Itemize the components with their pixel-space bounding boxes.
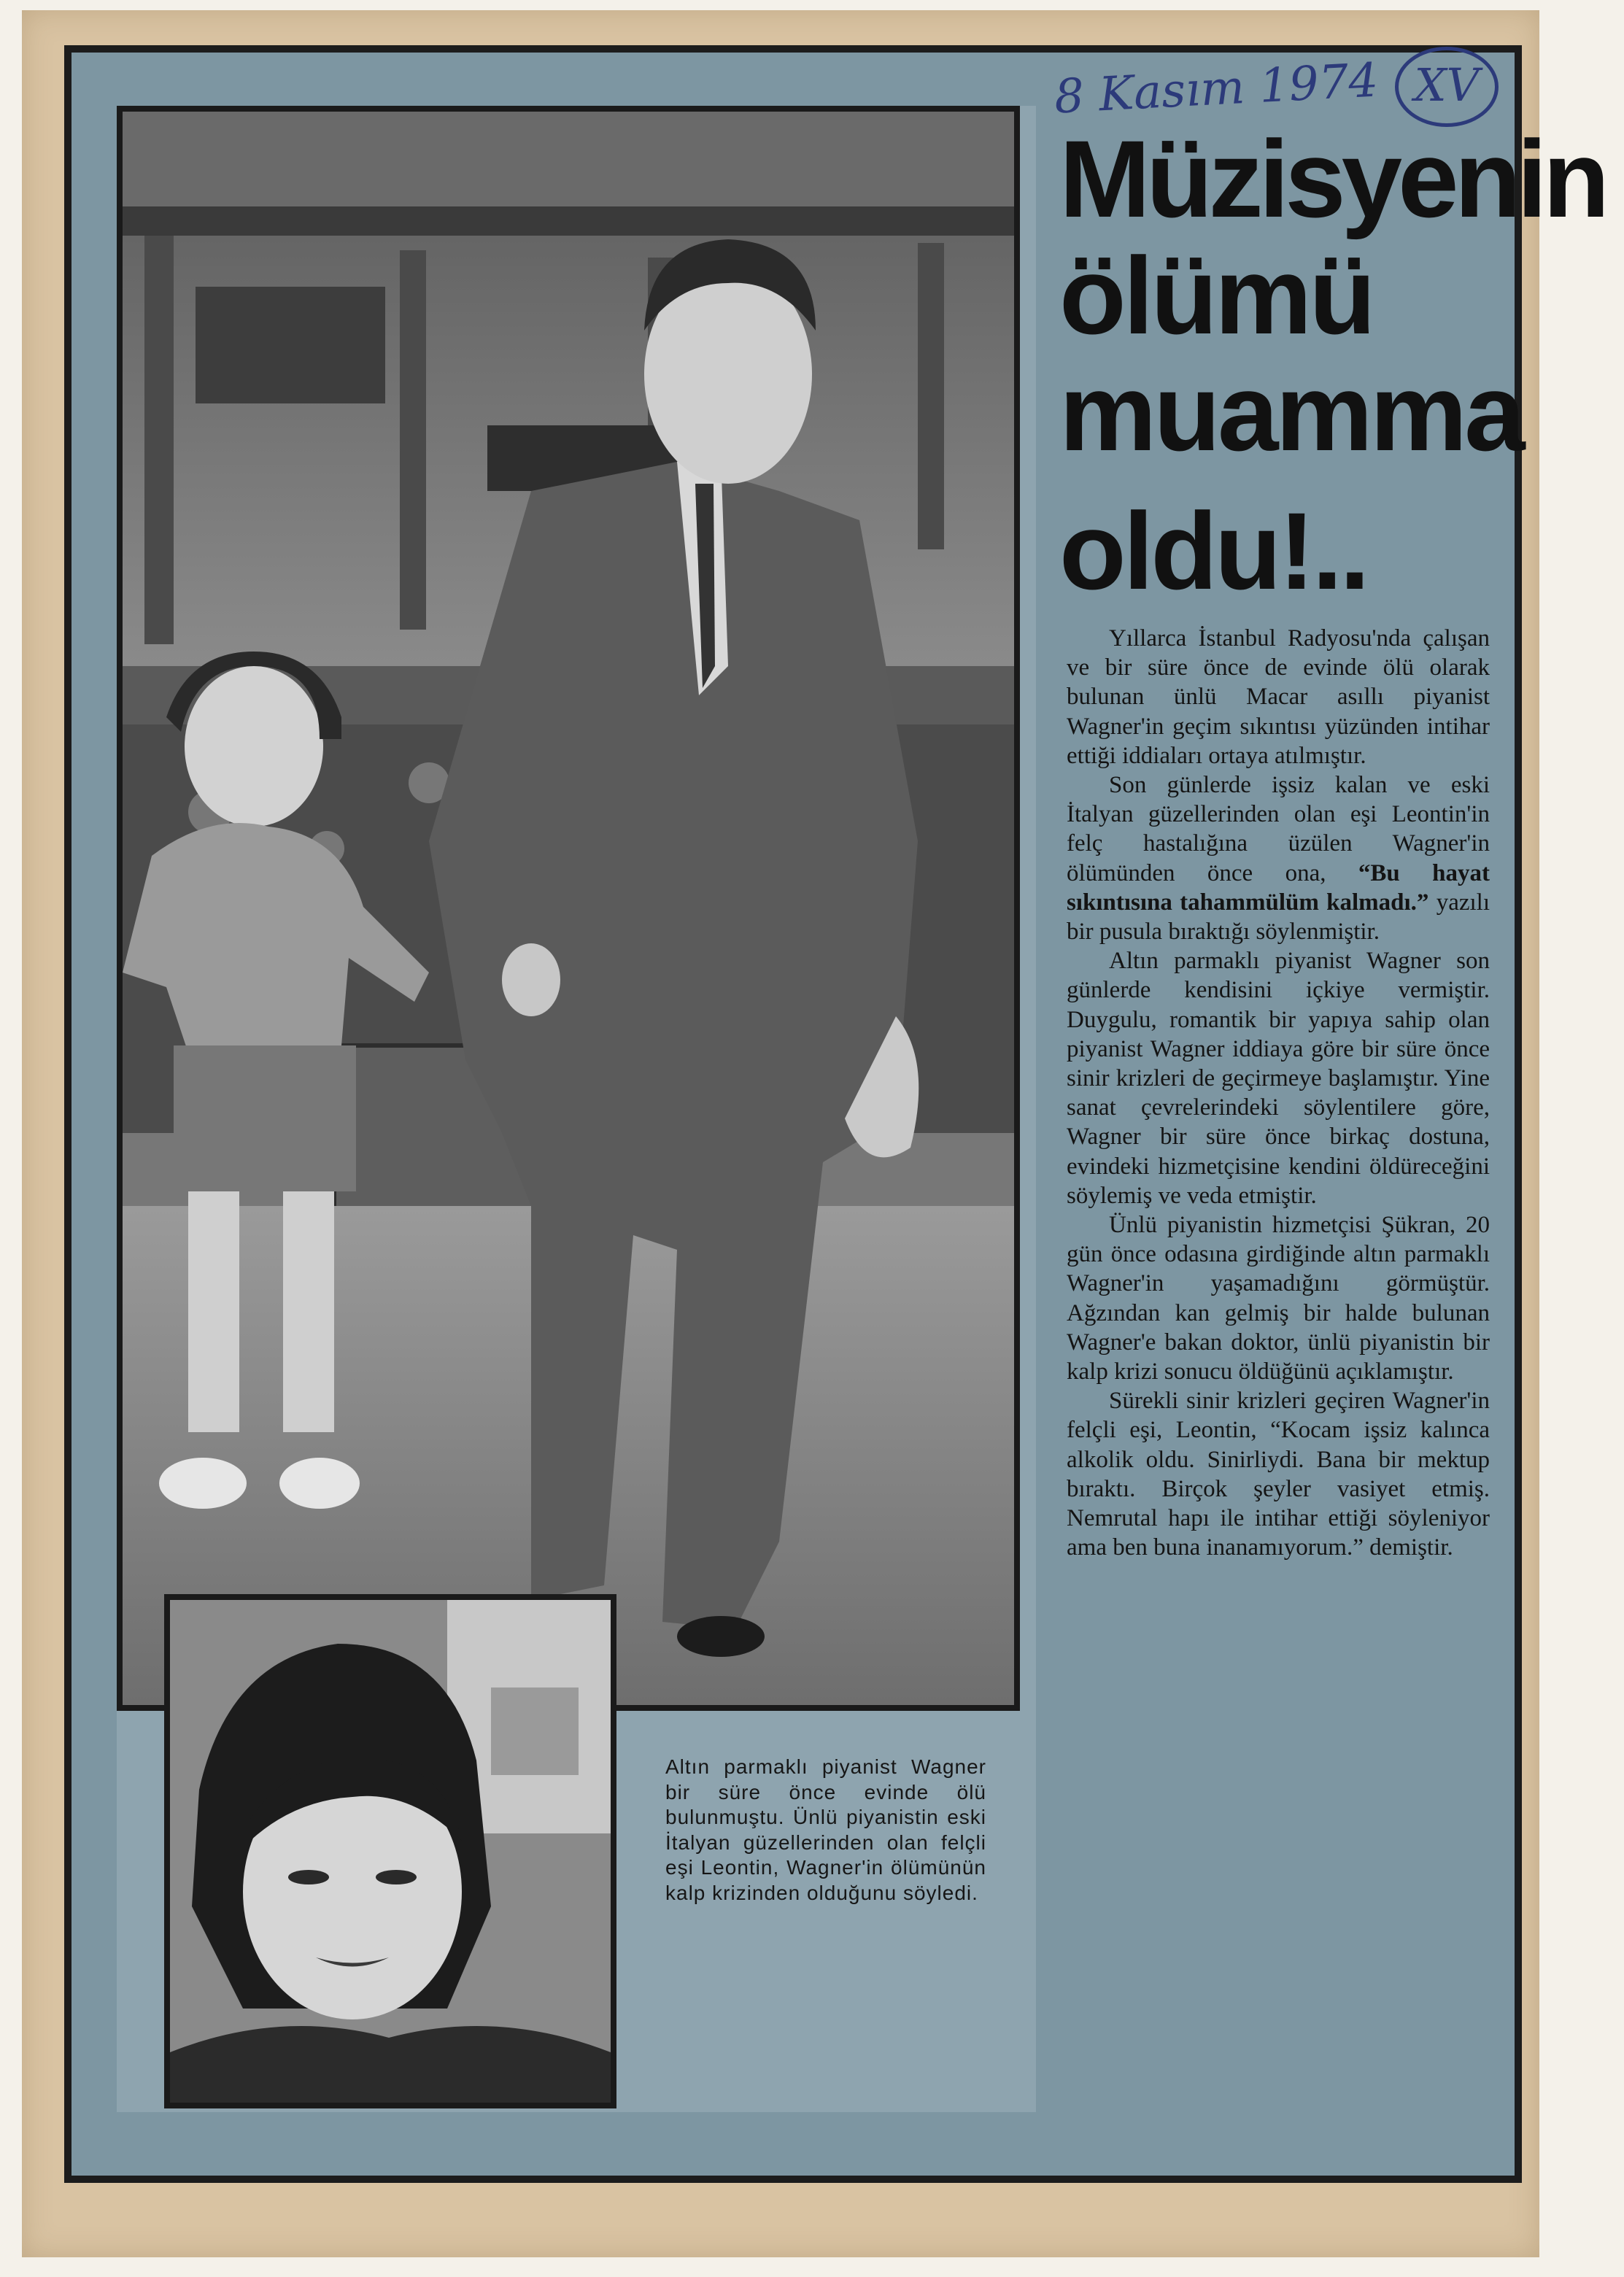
article-paragraph: Altın parmaklı piyanist Wagner son günlerde kendisini içkiye vermiştir. Duygulu, romantik bir yapıya sahip olan piyanist Wagner iddiaya göre bir süre önce sinir krizleri de geçirmeye başlamıştır. Yine sanat çevrelerindeki söylentilere göre, Wagner bir süre önce birkaç dostuna, evindeki hizmetçisine kendini öldüreceğini söylemiş ve veda etmiştir. — [1067, 948, 1490, 1209]
headline-line-2: ölümü — [1059, 234, 1373, 357]
photo-pianist-with-child — [117, 106, 1020, 1711]
article-body — [1067, 624, 1490, 1563]
photo-leontin — [164, 1594, 616, 2108]
headline-line-4: oldu!.. — [1059, 490, 1367, 612]
article-paragraph — [1067, 770, 1490, 946]
article-paragraph: Sürekli sinir krizleri geçiren Wagner'in felçli eşi, Leontin, “Kocam işsiz kalınca alkolik oldu. Sinirliydi. Bana bir mektup bıraktı. Birçok şeyler vasiyet etmiş. Nemrutal hapı ile intihar ettiği söyleniyor ama ben buna inanamıyorum.” demiştir. — [1067, 1388, 1490, 1561]
headline-line-1: Müzisyenin — [1059, 117, 1606, 240]
article-headline — [1059, 117, 1606, 620]
headline-line-3: muamma — [1059, 351, 1523, 473]
article-quote: “Bu hayat sıkıntısına tahammülüm kalmadı.” — [1067, 859, 1490, 916]
photo-caption: Altın parmaklı piyanist Wagner bir süre önce evinde ölü bulunmuştu. Ünlü piyanistin eski İtalyan güzellerinden olan felçli eşi Leontin, Wagner'in ölümünün kalp krizinden olduğunu söyledi. — [665, 1755, 986, 1904]
handwritten-number: XV — [1395, 47, 1499, 127]
handwritten-date: 8 Kasım 1974 — [1053, 53, 1380, 125]
article-paragraph: Ünlü piyanistin hizmetçisi Şükran, 20 gün önce odasına girdiğinde altın parmaklı Wagner'in yaşamadığını görmüştür. Ağzından kan gelmiş bir halde bulunan Wagner'e bakan doktor, ünlü piyanistin bir kalp krizi sonucu öldüğünü açıklamıştır. — [1067, 1212, 1490, 1385]
article-text: Son günlerde işsiz kalan ve eski İtalyan güzellerinden olan eşi Leontin'in felç hastalığına üzülen Wagner'in ölümünden önce ona, — [1067, 772, 1490, 886]
article-paragraph: Yıllarca İstanbul Radyosu'nda çalışan ve bir süre önce de evinde ölü olarak bulunan ünlü Macar asıllı piyanist Wagner'in geçim sıkıntısı yüzünden intihar ettiği iddiaları ortaya atılmıştır. — [1067, 625, 1490, 769]
article-text: yazılı bir pusula bıraktığı söylenmiştir. — [1067, 889, 1490, 946]
